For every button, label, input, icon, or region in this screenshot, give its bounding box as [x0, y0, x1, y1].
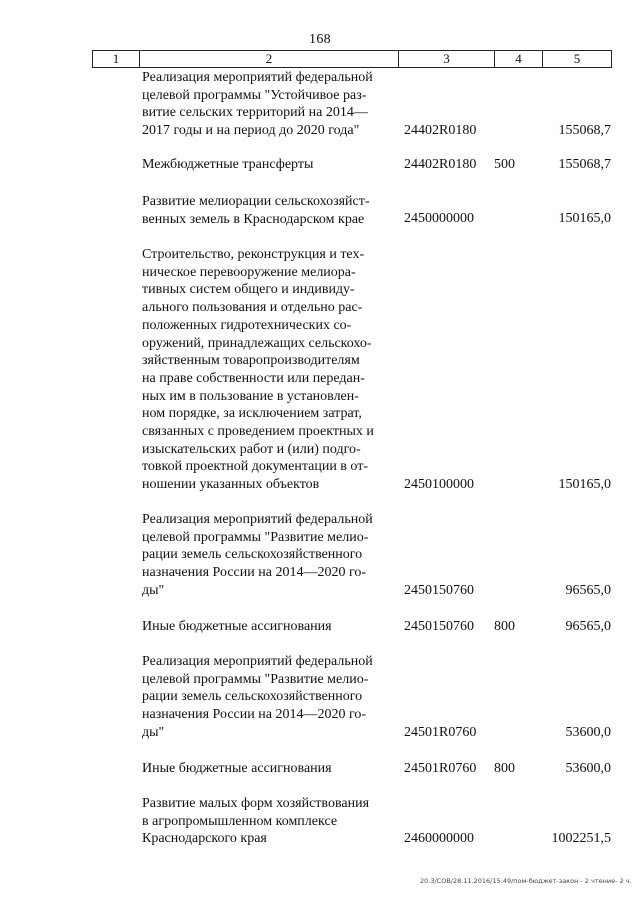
header-col-3: 3 — [399, 51, 495, 67]
row-code: 2450150760 — [404, 583, 474, 598]
row-code: 2450100000 — [404, 477, 474, 492]
footer-stamp: 20.3/СОВ/28.11.2016/15:49/пом-бюджет-закон - 2 чтение- 2 ч. — [420, 877, 632, 885]
header-col-1: 1 — [93, 51, 140, 67]
row-expense-type: 800 — [494, 761, 515, 776]
row-description: Развитие мелиорации сельскохозяйст- венных земель в Краснодарском крае — [142, 194, 370, 227]
row-code: 24501R0760 — [404, 725, 477, 740]
row-code: 2450150760 — [404, 619, 474, 634]
row-code: 24501R0760 — [404, 761, 477, 776]
row-amount: 96565,0 — [565, 583, 611, 598]
row-description: Реализация мероприятий федеральной целевой программы "Устойчивое раз- витие сельских территорий на 2014— 2017 годы и на период до 2020 года" — [142, 70, 373, 139]
row-description: Развитие малых форм хозяйствования в агропромышленном комплексе Краснодарского края — [142, 796, 370, 847]
row-amount: 53600,0 — [565, 725, 611, 740]
row-amount: 150165,0 — [558, 211, 611, 226]
row-description: Иные бюджетные ассигнования — [142, 761, 332, 776]
row-amount: 1002251,5 — [551, 831, 611, 846]
header-col-4: 4 — [495, 51, 543, 67]
row-description: Межбюджетные трансферты — [142, 157, 314, 172]
row-description: Строительство, реконструкция и тех- ническое перевооружение мелиора- тивных систем общего и индивиду- ального пользования и отдельно рас- положенных гидротехнических со- оружений, принадлежащих сельскохо- зяйственным товаропроизводителям на праве собственности или передан- ных им в пользование в установлен- ном порядке, за исключением затрат, связанных с проведением проектных и изыскательских работ и (или) подго- товкой проектной документации в от- ношении указанных объектов — [142, 247, 374, 493]
header-col-5: 5 — [573, 51, 581, 66]
row-amount: 155068,7 — [558, 157, 611, 172]
row-expense-type: 500 — [494, 157, 515, 172]
row-description: Иные бюджетные ассигнования — [142, 619, 332, 634]
row-amount: 53600,0 — [565, 761, 611, 776]
row-code: 24402R0180 — [404, 157, 477, 172]
row-amount: 155068,7 — [558, 123, 611, 138]
page-number: 168 — [309, 32, 331, 47]
row-description: Реализация мероприятий федеральной целевой программы "Развитие мелио- рации земель сельскохозяйственного назначения России на 2014—2020 го- ды" — [142, 512, 373, 598]
row-amount: 150165,0 — [558, 477, 611, 492]
header-col-2: 2 — [140, 51, 399, 67]
row-code: 2460000000 — [404, 831, 474, 846]
row-expense-type: 800 — [494, 619, 515, 634]
row-code: 2450000000 — [404, 211, 474, 226]
row-description: Реализация мероприятий федеральной целевой программы "Развитие мелио- рации земель сельскохозяйственного назначения России на 2014—2020 го- ды" — [142, 654, 373, 740]
row-code: 24402R0180 — [404, 123, 477, 138]
row-amount: 96565,0 — [565, 619, 611, 634]
